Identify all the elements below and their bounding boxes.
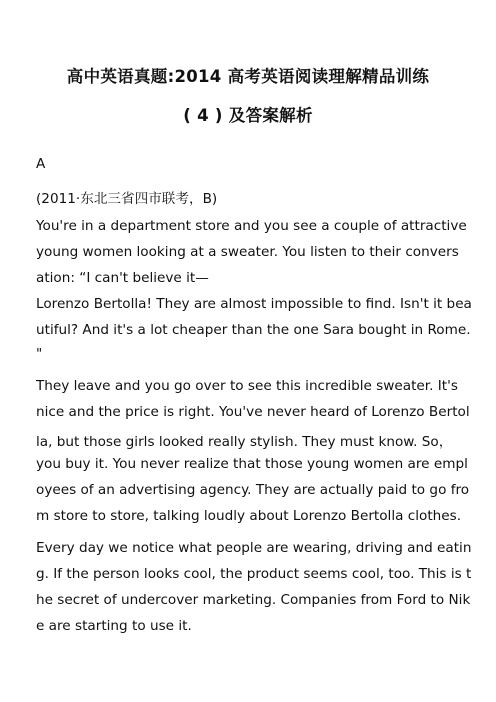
paragraph-line: " [36,346,43,362]
paragraph-line: You're in a department store and you see a couple of attractive [36,218,467,234]
paragraph-line: oyees of an advertising agency. They are actually paid to go fro [36,482,470,498]
paragraph-line: m store to store, talking loudly about Lorenzo Bertolla clothes. [36,508,462,524]
paragraph-line: Lorenzo Bertolla! They are almost impossible to find. Isn't it bea [36,296,472,312]
document-title-line-1: 高中英语真题:2014 高考英语阅读理解精品训练 [66,67,430,86]
section-label: A [36,156,46,172]
paragraph-line: you buy it. You never realize that those young women are empl [36,456,468,472]
paragraph-line: young women looking at a sweater. You listen to their convers [36,244,459,260]
paragraph-line: g. If the person looks cool, the product seems cool, too. This is t [36,566,472,582]
paragraph-line: Every day we notice what people are wearing, driving and eatin [36,540,472,556]
paragraph-line: he secret of undercover marketing. Companies from Ford to Nik [36,592,471,608]
paragraph-line: nice and the price is right. You've never heard of Lorenzo Bertol [36,404,470,420]
paragraph-line: e are starting to use it. [36,618,192,634]
paragraph-line: ation: “I can't believe it— [36,270,209,286]
source-citation: (2011·东北三省四市联考，B) [36,191,218,207]
paragraph-line: la, but those girls looked really stylish. They must know. So， [36,434,453,450]
document-title-line-2: ( 4 ) 及答案解析 [183,106,313,125]
paragraph-line: They leave and you go over to see this incredible sweater. It's [36,378,458,394]
paragraph-line: utiful? And it's a lot cheaper than the one Sara bought in Rome. [36,322,471,338]
